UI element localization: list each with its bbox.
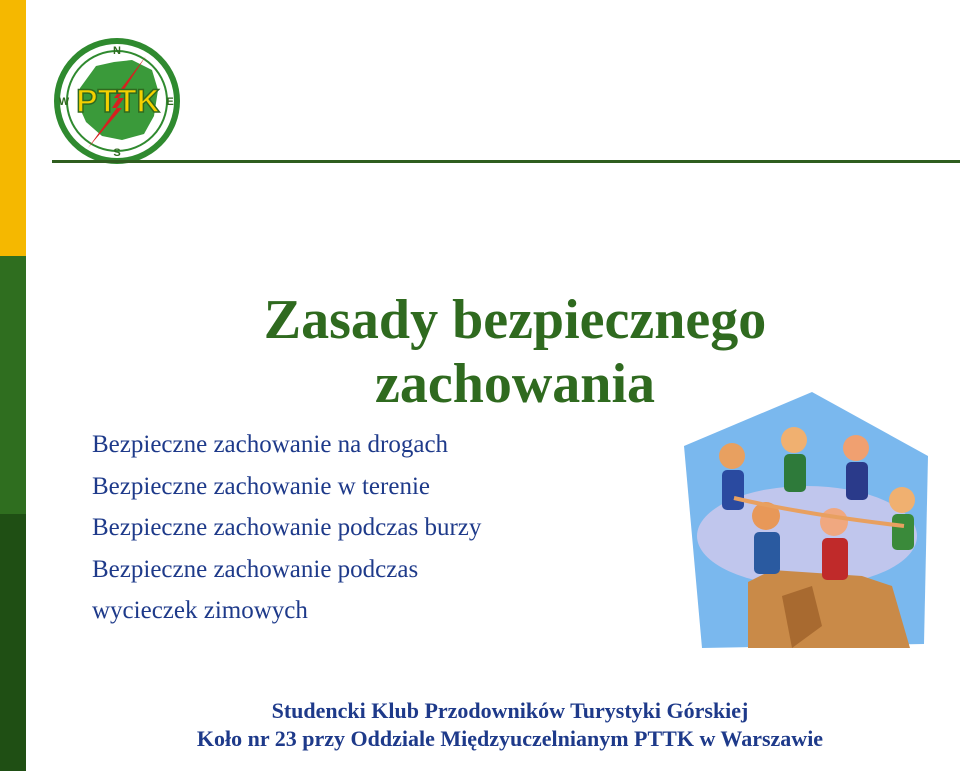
accent-bar-green: [0, 256, 26, 514]
compass-s: S: [113, 147, 121, 159]
compass-w: W: [58, 96, 70, 108]
title-line-1: Zasady bezpiecznego: [263, 289, 767, 351]
accent-bar-dark-green: [0, 514, 26, 771]
pttk-logo: [52, 36, 182, 166]
compass-e: E: [166, 96, 174, 108]
title-line-2: zachowania: [375, 353, 655, 415]
topic-item: wycieczek zimowych: [92, 597, 308, 624]
topic-item: Bezpieczne zachowanie podczas: [92, 555, 419, 583]
logo-text: PTTK: [76, 83, 160, 119]
topic-item: Bezpieczne zachowanie na drogach: [92, 431, 449, 458]
topic-item: Bezpieczne zachowanie w terenie: [92, 472, 430, 500]
accent-bar-yellow: [0, 0, 26, 256]
footer-line-2: Koło nr 23 przy Oddziale Międzyuczelnianym PTTK w Warszawie: [196, 726, 824, 751]
topic-list: [92, 424, 652, 632]
team-clipart-image: [672, 386, 942, 652]
footer: [60, 697, 960, 753]
header-divider: [52, 160, 960, 163]
compass-n: N: [113, 45, 121, 57]
topic-item: Bezpieczne zachowanie podczas burzy: [92, 514, 482, 541]
footer-line-1: Studencki Klub Przodowników Turystyki Górskiej: [271, 698, 749, 723]
